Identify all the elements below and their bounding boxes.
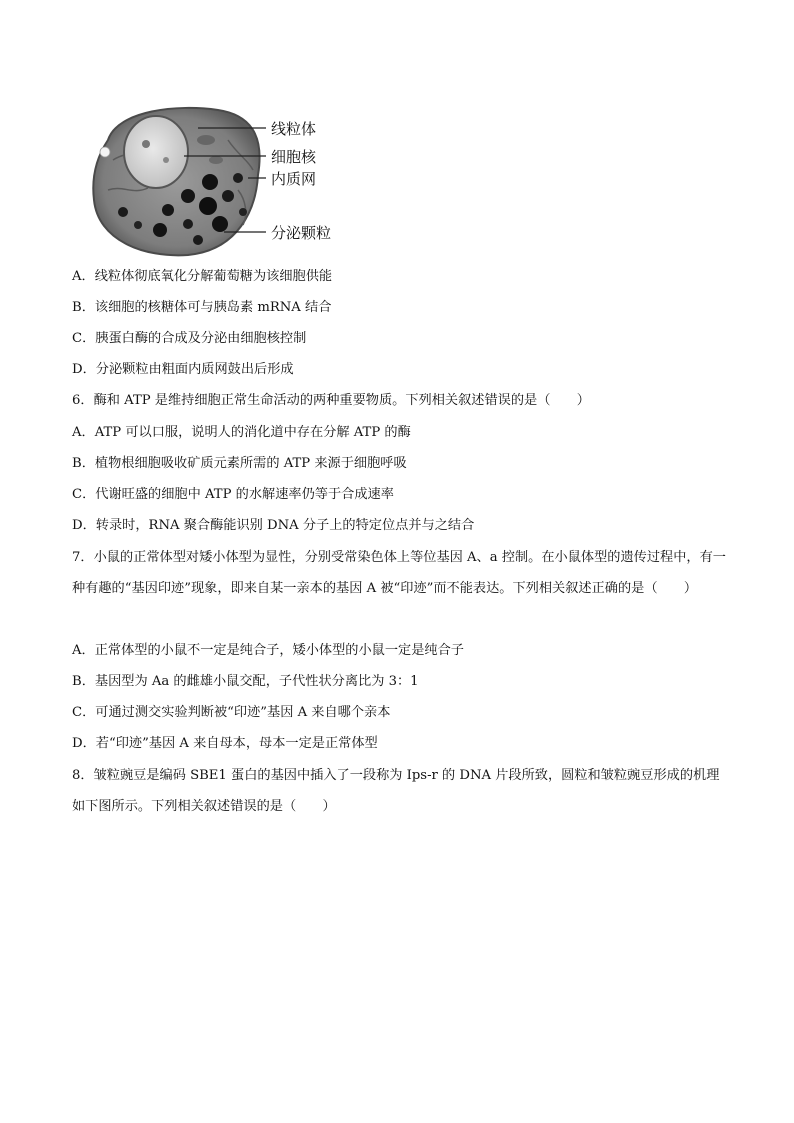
label-mitochondria: 线粒体 (271, 120, 317, 138)
q6-option-a: A．ATP 可以口服，说明人的消化道中存在分解 ATP 的酶 (72, 425, 411, 440)
q7-option-c: C．可通过测交实验判断被“印迹”基因 A 来自哪个亲本 (72, 705, 391, 720)
q7-option-b: B．基因型为 Aa 的雌雄小鼠交配，子代性状分离比为 3：1 (72, 674, 419, 689)
q5-option-b: B．该细胞的核糖体可与胰岛素 mRNA 结合 (72, 300, 332, 315)
q6-option-d: D．转录时，RNA 聚合酶能识别 DNA 分子上的特定位点并与之结合 (72, 518, 475, 533)
q6-stem: 6．酶和 ATP 是维持细胞正常生命活动的两种重要物质。下列相关叙述错误的是（ ） (72, 393, 590, 408)
q5-option-d: D．分泌颗粒由粗面内质网鼓出后形成 (72, 362, 294, 377)
q8-stem: 8．皱粒豌豆是编码 SBE1 蛋白的基因中插入了一段称为 Ips-r 的 DNA 片段所致，圆粒和皱粒豌豆形成的机理如下图所示。下列相关叙述错误的是（ ） (72, 768, 720, 814)
label-nucleus: 细胞核 (271, 148, 317, 166)
q7-option-d: D．若“印迹”基因 A 来自母本，母本一定是正常体型 (72, 736, 378, 751)
q5-option-a: A．线粒体彻底氧化分解葡萄糖为该细胞供能 (72, 269, 333, 284)
label-endoplasmic-reticulum: 内质网 (271, 170, 317, 188)
q6-option-b: B．植物根细胞吸收矿质元素所需的 ATP 来源于细胞呼吸 (72, 456, 407, 471)
q7-option-a: A．正常体型的小鼠不一定是纯合子，矮小体型的小鼠一定是纯合子 (72, 643, 464, 658)
q6-option-c: C．代谢旺盛的细胞中 ATP 的水解速率仍等于合成速率 (72, 487, 394, 502)
q7-stem: 7．小鼠的正常体型对矮小体型为显性，分别受常染色体上等位基因 A、a 控制。在小鼠体型的遗传过程中，有一种有趣的“基因印迹”现象，即来自某一亲本的基因 A 被“印迹”而不能表达。下列相关叙述正确的是（ ） (72, 550, 726, 596)
label-secretory-granules: 分泌颗粒 (271, 224, 332, 242)
cell-micrograph-figure (88, 100, 348, 258)
q5-option-c: C．胰蛋白酶的合成及分泌由细胞核控制 (72, 331, 307, 346)
